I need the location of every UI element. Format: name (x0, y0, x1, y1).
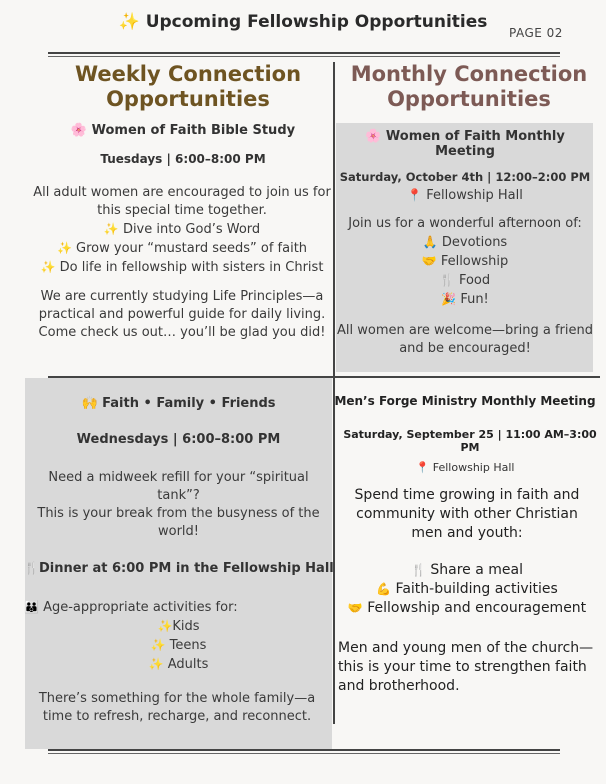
fork-knife-icon: 🍴 (24, 561, 39, 575)
dinner-notice: 🍴Dinner at 6:00 PM in the Fellowship Hall (24, 561, 334, 576)
list-item: 🍴 Share a meal (410, 562, 523, 578)
wednesday-closing: There’s something for the whole family—a time to refresh, recharge, and reconnect. (38, 691, 316, 724)
monthly-closing: All women are welcome—bring a friend and be encouraged! (337, 323, 593, 356)
top-rule-thin (48, 56, 560, 57)
monthly-meeting-time: Saturday, October 4th | 12:00–2:00 PM (339, 170, 591, 184)
page-number: PAGE 02 (509, 26, 563, 40)
mid-rule (48, 376, 600, 378)
list-item: 🎉 Fun! (441, 292, 489, 307)
weekly-heading: Weekly Connection Opportunities (74, 62, 302, 111)
mens-time: Saturday, September 25 | 11:00 AM–3:00 PM (343, 428, 597, 454)
list-item: 💪 Faith-building activities (376, 581, 558, 597)
mens-intro: Spend time growing in faith and community with other Christian men and youth: (354, 487, 580, 541)
bullet-item: ✨ Do life in fellowship with sisters in Christ (40, 260, 324, 275)
pin-icon: 📍 (407, 188, 423, 202)
activity-groups (25, 617, 332, 674)
sparkles-icon: ✨ (103, 222, 119, 236)
sparkles-icon: ✨ (157, 619, 173, 633)
mens-title: Men’s Forge Ministry Monthly Meeting (334, 394, 596, 408)
handshake-icon: 🤝 (347, 601, 363, 615)
raised-hands-icon: 🙌 (81, 396, 98, 411)
page-title: ✨ Upcoming Fellowship Opportunities (118, 12, 488, 32)
pin-icon: 📍 (415, 461, 430, 474)
flexed-arm-icon: 💪 (376, 582, 392, 596)
mens-closing: Men and young men of the church— this is your time to strengthen faith and brotherhood. (338, 640, 594, 694)
wednesday-time: Wednesdays | 6:00–8:00 PM (76, 432, 281, 447)
bible-study-time: Tuesdays | 6:00–8:00 PM (100, 152, 266, 166)
monthly-activities: Join us for a wonderful afternoon of: 🙏 Devotions 🤝 Fellowship 🍴 Food 🎉 Fun! (334, 215, 596, 309)
mens-location: 📍 Fellowship Hall (415, 461, 515, 474)
bullet-item: ✨ Grow your “mustard seeds” of faith (56, 241, 308, 256)
list-item: 🤝 Fellowship and encouragement (347, 600, 587, 616)
bottom-rule (48, 749, 560, 751)
sparkles-icon: ✨ (40, 260, 56, 274)
praying-hands-icon: 🙏 (422, 235, 438, 249)
list-item: ✨ Teens (150, 638, 207, 653)
activities-intro: 👪 Age-appropriate activities for: (24, 600, 238, 615)
top-rule (48, 52, 560, 54)
fork-knife-icon: 🍴 (410, 563, 426, 577)
flower-icon: 🌸 (70, 123, 88, 138)
wednesday-title: 🙌 Faith • Family • Friends (81, 396, 276, 411)
party-popper-icon: 🎉 (441, 292, 457, 306)
wednesday-intro: Need a midweek refill for your “spiritual tank”? This is your break from the busyness of the world! (37, 470, 320, 539)
bible-study-title: 🌸 Women of Faith Bible Study (70, 123, 296, 138)
bible-study-intro: All adult women are encouraged to join us for this special time together. ✨ Dive into God’s Word ✨ Grow your “mustard seeds” of faith ✨ Do life in fellowship with sisters in Christ (25, 184, 339, 277)
handshake-icon: 🤝 (421, 254, 437, 268)
list-item: 🙏 Devotions (422, 235, 508, 250)
bullet-item: ✨ Dive into God’s Word (103, 222, 261, 237)
list-item: ✨ Adults (148, 657, 209, 672)
monthly-heading: Monthly Connection Opportunities (350, 62, 588, 111)
monthly-meeting-title: 🌸 Women of Faith Monthly Meeting (365, 129, 565, 159)
list-item: ✨Kids (157, 619, 200, 634)
flower-icon: 🌸 (365, 129, 382, 144)
list-item: 🤝 Fellowship (421, 254, 509, 269)
bottom-rule-thin (48, 753, 560, 754)
sparkles-icon: ✨ (148, 657, 164, 671)
bible-study-description: We are currently studying Life Principles—a practical and powerful guide for daily living. Come check us out… you’ll be glad you did! (38, 289, 326, 340)
mens-activities (336, 561, 598, 618)
sparkles-icon: ✨ (118, 12, 140, 32)
fork-knife-icon: 🍴 (439, 273, 455, 287)
sparkles-icon: ✨ (150, 638, 166, 652)
list-item: 🍴 Food (439, 273, 491, 288)
family-icon: 👪 (24, 600, 39, 614)
sparkles-icon: ✨ (56, 241, 72, 255)
monthly-location: 📍 Fellowship Hall (407, 188, 523, 203)
